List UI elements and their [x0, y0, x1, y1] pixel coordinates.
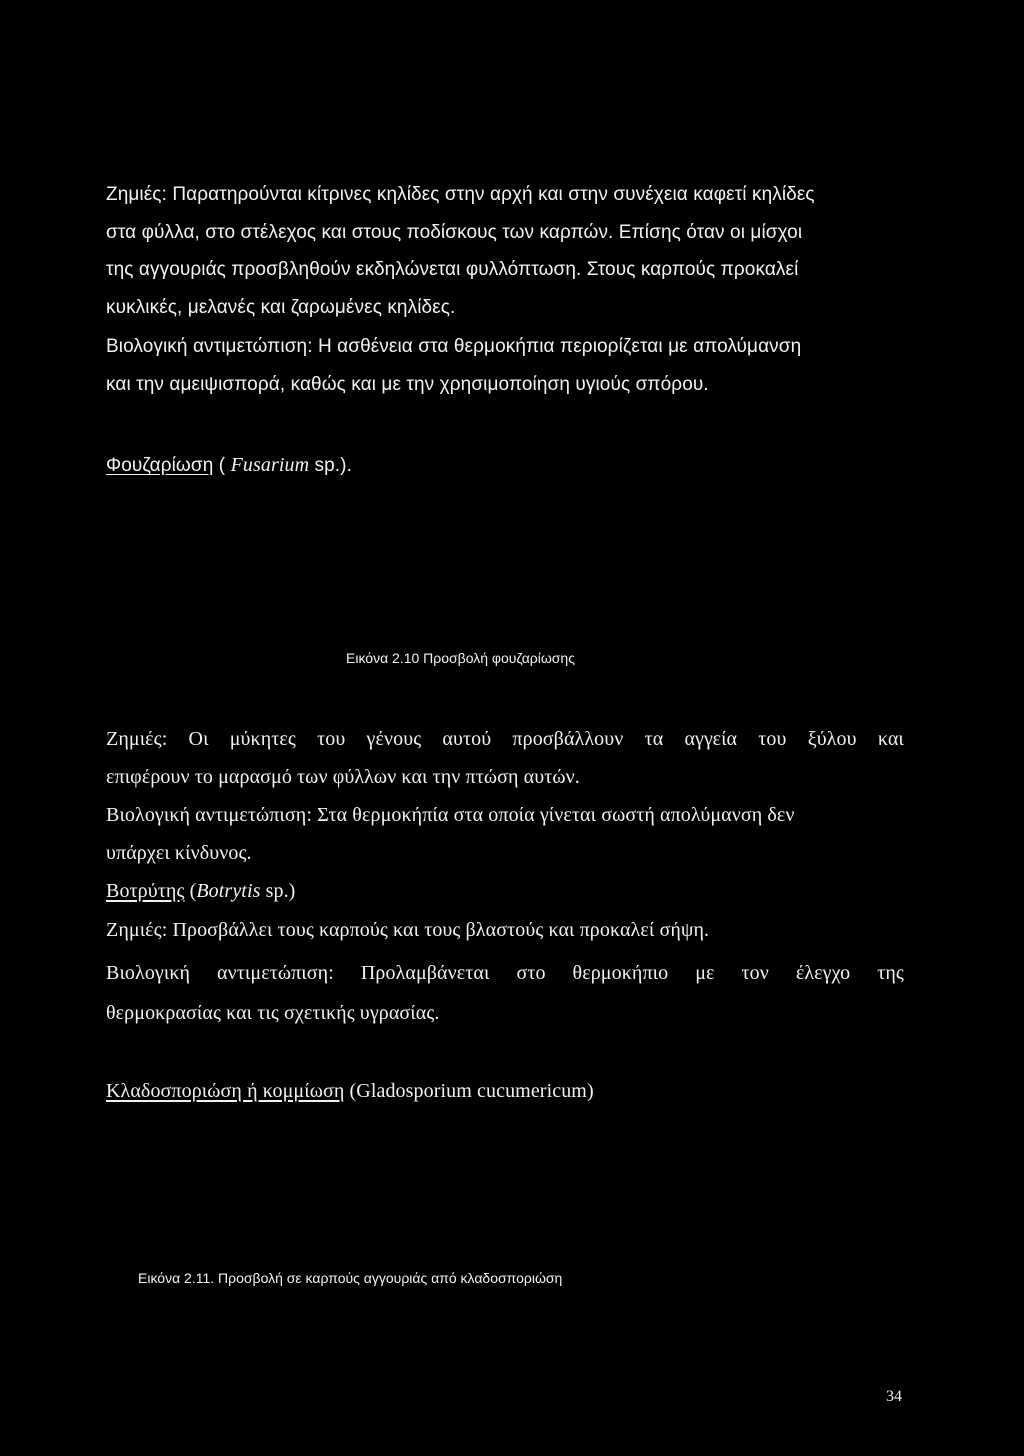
botrytis-latin: Botrytis [196, 880, 261, 902]
fusarium-heading-line [106, 453, 352, 478]
word: με [695, 962, 715, 984]
word: του [317, 728, 346, 750]
text-line: Ζημιές: Προσβάλλει τους καρπούς και τους βλαστούς και προκαλεί σήψη. [106, 919, 710, 941]
word: τα [644, 728, 664, 750]
fusarium-latin: Fusarium [230, 454, 310, 476]
cladosporium-heading: Κλαδοσποριώση ή κομμίωση [106, 1080, 345, 1102]
word: Οι [188, 728, 209, 750]
damage-line-justified [106, 727, 904, 751]
figure-caption: Εικόνα 2.11. Προσβολή σε καρπούς αγγουριάς από κλαδοσποριώση [138, 1270, 563, 1286]
botrytis-heading: Βοτρύτης [106, 880, 185, 902]
fusarium-open: ( [213, 455, 231, 476]
fusarium-rest: sp.). [309, 455, 352, 476]
text-line: στα φύλλα, στο στέλεχος και στους ποδίσκους των καρπών. Επίσης όταν οι μίσχοι [106, 222, 803, 243]
word: θερμοκήπιο [572, 962, 669, 984]
treatment-line-justified [106, 961, 904, 985]
word: και [877, 728, 904, 750]
figure-caption: Εικόνα 2.10 Προσβολή φουζαρίωσης [346, 650, 575, 666]
cladosporium-heading-line [106, 1079, 594, 1103]
word: Βιολογική [106, 962, 191, 984]
text-line: κυκλικές, μελανές και ζαρωμένες κηλίδες. [106, 297, 456, 318]
text-line: Βιολογική αντιμετώπιση: Η ασθένεια στα θερμοκήπια περιορίζεται με απολύμανση [106, 336, 802, 357]
word: τον [741, 962, 769, 984]
cladosporium-rest: (Gladosporium cucumericum) [344, 1080, 594, 1102]
botrytis-rest: sp.) [260, 880, 296, 902]
text-line: θερμοκρασίας και τις σχετικής υγρασίας. [106, 1002, 440, 1024]
word: Προλαμβάνεται [360, 962, 490, 984]
word: του [758, 728, 787, 750]
page-number: 34 [886, 1388, 902, 1405]
word: της [877, 962, 904, 984]
text-line: υπάρχει κίνδυνος. [106, 842, 252, 864]
text-line: επιφέρουν το μαρασμό των φύλλων και την πτώση αυτών. [106, 766, 580, 788]
word: αντιμετώπιση: [217, 962, 334, 984]
word: προσβάλλουν [512, 728, 624, 750]
text-line: της αγγουριάς προσβληθούν εκδηλώνεται φυλλόπτωση. Στους καρπούς προκαλεί [106, 259, 799, 280]
text-line: και την αμειψισπορά, καθώς και με την χρησιμοποίηση υγιούς σπόρου. [106, 374, 709, 395]
fusarium-heading: Φουζαρίωση [106, 455, 214, 476]
botrytis-open: ( [184, 880, 197, 902]
word: έλεγχο [795, 962, 851, 984]
botrytis-heading-line [106, 879, 295, 903]
word: Ζημιές: [106, 728, 168, 750]
word: ξύλου [807, 728, 857, 750]
word: στο [516, 962, 546, 984]
text-line: Ζημιές: Παρατηρούνται κίτρινες κηλίδες στην αρχή και στην συνέχεια καφετί κηλίδες [106, 184, 815, 205]
word: γένους [366, 728, 422, 750]
word: αυτού [442, 728, 492, 750]
word: μύκητες [229, 728, 296, 750]
word: αγγεία [684, 728, 738, 750]
text-line: Βιολογική αντιμετώπιση: Στα θερμοκήπία στα οποία γίνεται σωστή απολύμανση δεν [106, 804, 795, 826]
